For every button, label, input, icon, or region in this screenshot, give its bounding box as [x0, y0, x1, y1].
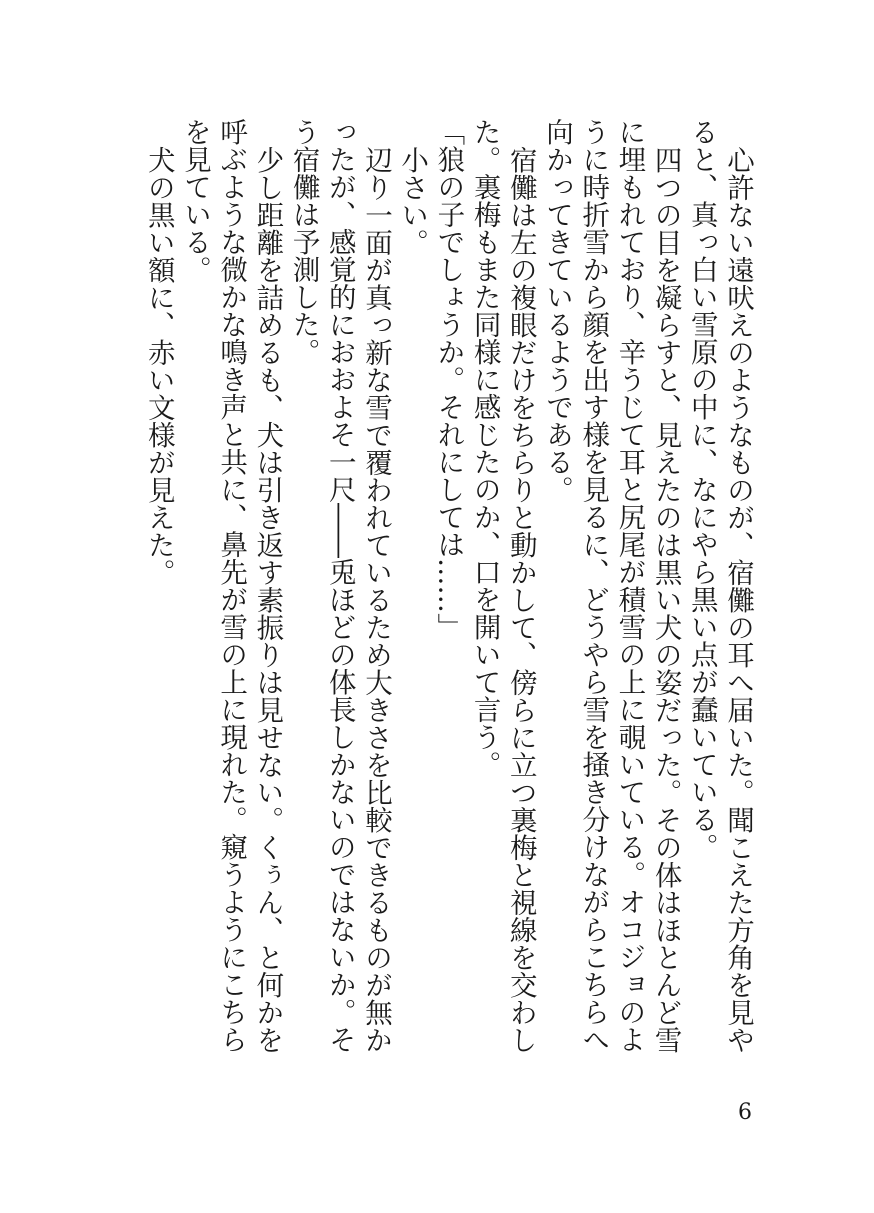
paragraph-2: 四つの目を凝らすと、見えたのは黒い犬の姿だった。その体はほとんど雪に埋もれており、辛うじて耳と尻尾が積雪の上に覗いている。オコジョのように時折雪から顔を出す様を見るに、どうやら雪を掻き分けながらこちらへ向かってきているようである。 [540, 118, 682, 1053]
page-number: 6 [738, 1100, 752, 1125]
vertical-text-body [116, 118, 756, 1078]
paragraph-6: 辺り一面が真っ新な雪で覆われているため大きさを比較できるものが無かったが、感覚的におおよそ一尺――兎ほどの体長しかないのではないか。そう宿儺は予測した。 [287, 118, 392, 1053]
paragraph-7: 少し距離を詰めるも、犬は引き返す素振りは見せない。くぅん、と何かを呼ぶような微かな鳴き声と共に、鼻先が雪の上に現れた。窺うようにこちらを見ている。 [178, 118, 284, 1053]
dialogue-line: 「狼の子でしょうか。それにしては……」 [432, 118, 465, 641]
paragraph-3: 宿儺は左の複眼だけをちらりと動かして、傍らに立つ裏梅と視線を交わした。裏梅もまた同様に感じたのか、口を開いて言う。 [468, 118, 537, 1053]
paragraph-5: 小さい。 [396, 145, 429, 256]
paragraph-1: 心許ない遠吠えのようなものが、宿儺の耳へ届いた。聞こえた方角を見やると、真っ白い雪原の中に、なにやら黒い点が蠢いている。 [685, 118, 754, 1053]
paragraph-8: 犬の黒い額に、赤い文様が見えた。 [142, 145, 175, 586]
